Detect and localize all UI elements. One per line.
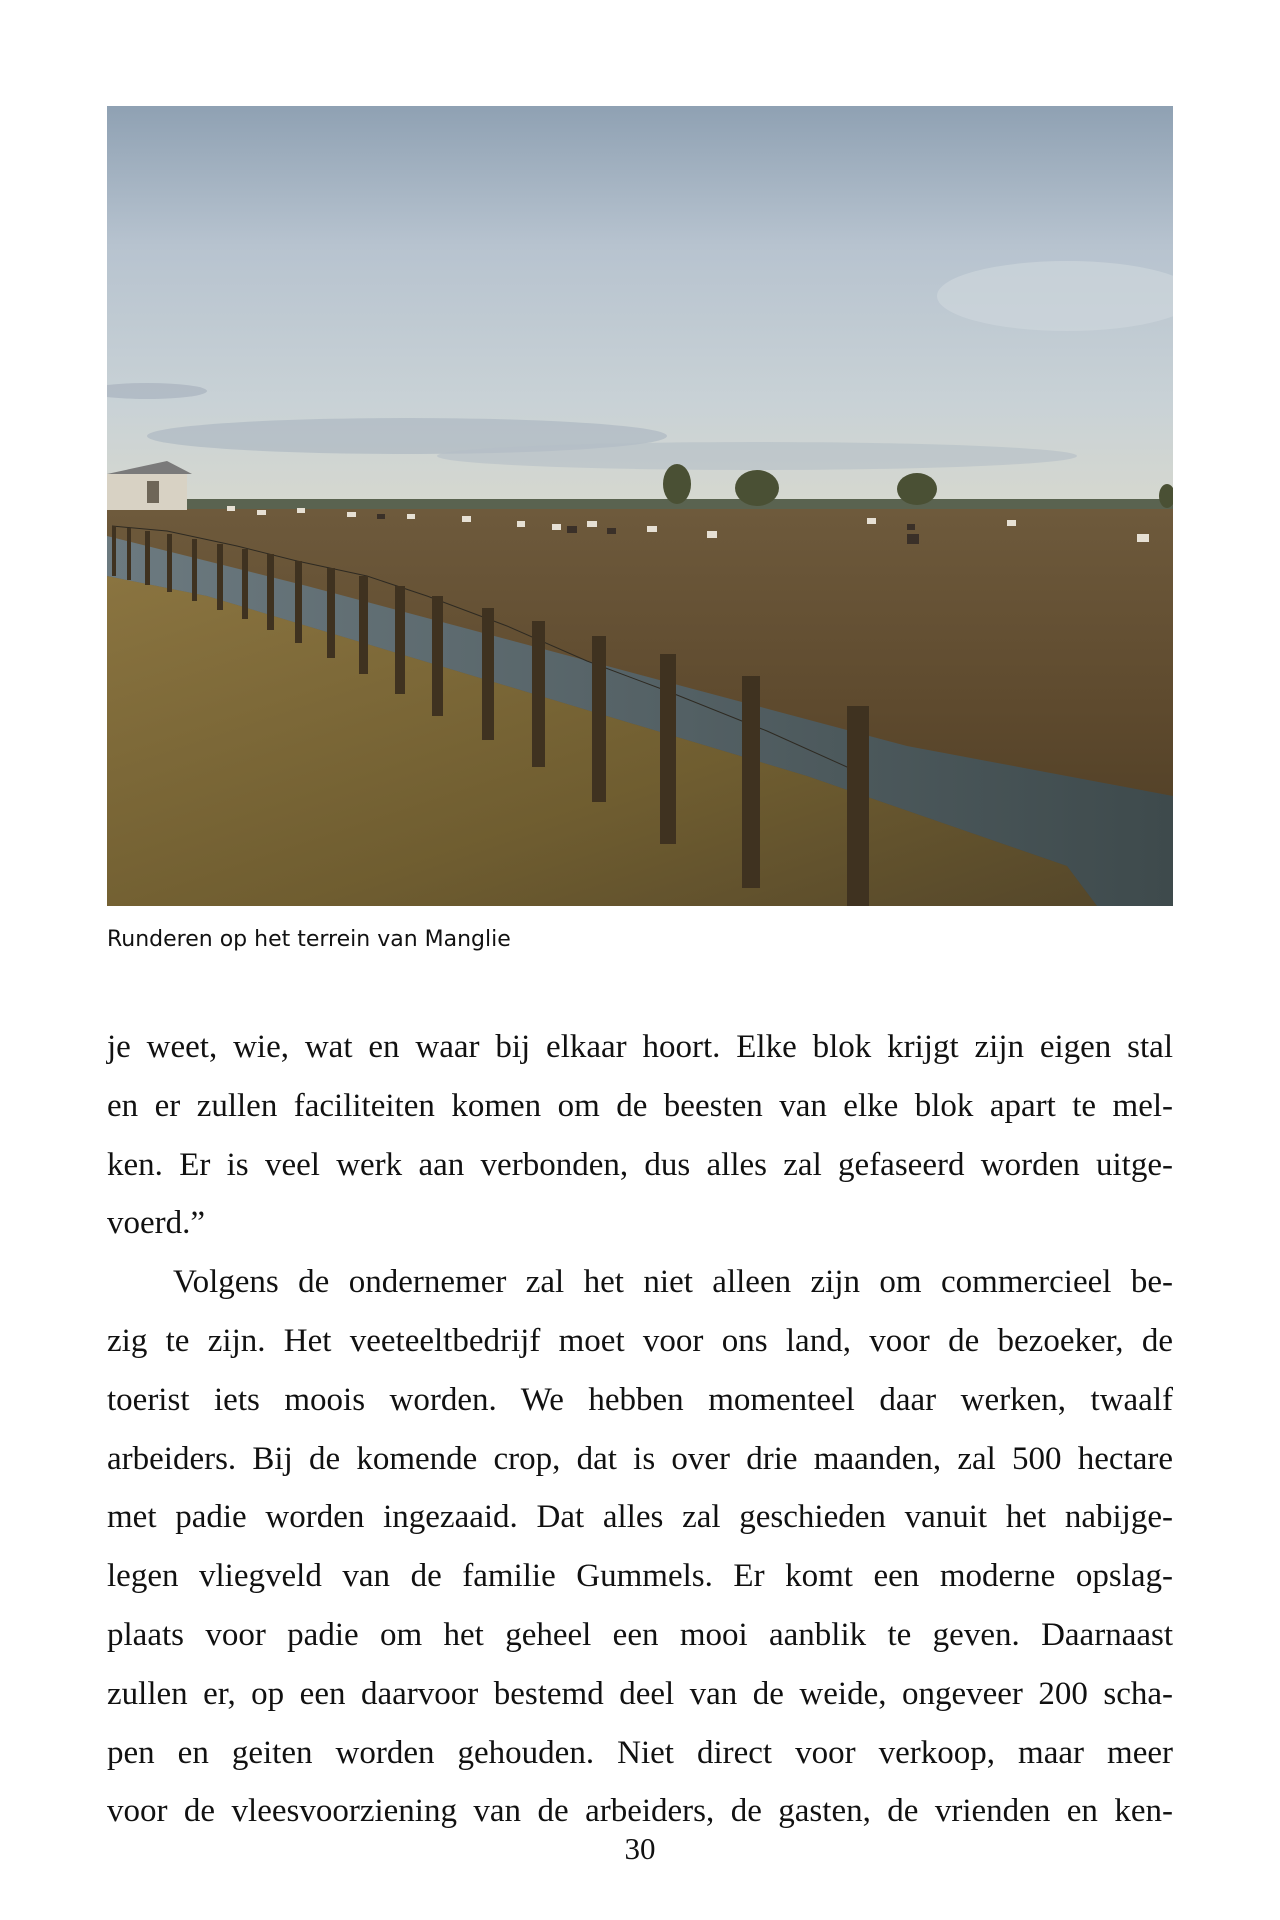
figure-caption: Runderen op het terrein van Manglie — [107, 927, 511, 952]
body-line: toerist iets moois worden. We hebben momenteel daar werken, twaalf — [107, 1381, 1173, 1418]
body-line: zullen er, op een daarvoor bestemd deel van de weide, ongeveer 200 scha- — [107, 1675, 1173, 1712]
photo-cattle-field — [107, 106, 1173, 906]
body-text — [107, 1018, 1173, 1841]
body-line: arbeiders. Bij de komende crop, dat is over drie maanden, zal 500 hectare — [107, 1440, 1173, 1477]
body-line: Volgens de ondernemer zal het niet alleen zijn om commercieel be- — [173, 1264, 1173, 1301]
body-line: pen en geiten worden gehouden. Niet direct voor verkoop, maar meer — [107, 1734, 1173, 1771]
body-line: ken. Er is veel werk aan verbonden, dus alles zal gefaseerd worden uitge- — [107, 1146, 1173, 1183]
page-number: 30 — [624, 1831, 656, 1866]
photo-illustration — [107, 106, 1173, 906]
body-line: je weet, wie, wat en waar bij elkaar hoort. Elke blok krijgt zijn eigen stal — [107, 1029, 1173, 1065]
body-line: voerd.” — [107, 1205, 206, 1242]
body-line: en er zullen faciliteiten komen om de beesten van elke blok apart te mel- — [107, 1087, 1173, 1124]
body-line: legen vliegveld van de familie Gummels. Er komt een moderne opslag- — [107, 1558, 1173, 1595]
body-line: met padie worden ingezaaid. Dat alles zal geschieden vanuit het nabijge- — [107, 1499, 1173, 1536]
body-line: plaats voor padie om het geheel een mooi aanblik te geven. Daarnaast — [107, 1616, 1173, 1653]
body-line: voor de vleesvoorziening van de arbeiders, de gasten, de vrienden en ken- — [107, 1793, 1173, 1830]
body-line: zig te zijn. Het veeteeltbedrijf moet voor ons land, voor de bezoeker, de — [107, 1322, 1173, 1359]
